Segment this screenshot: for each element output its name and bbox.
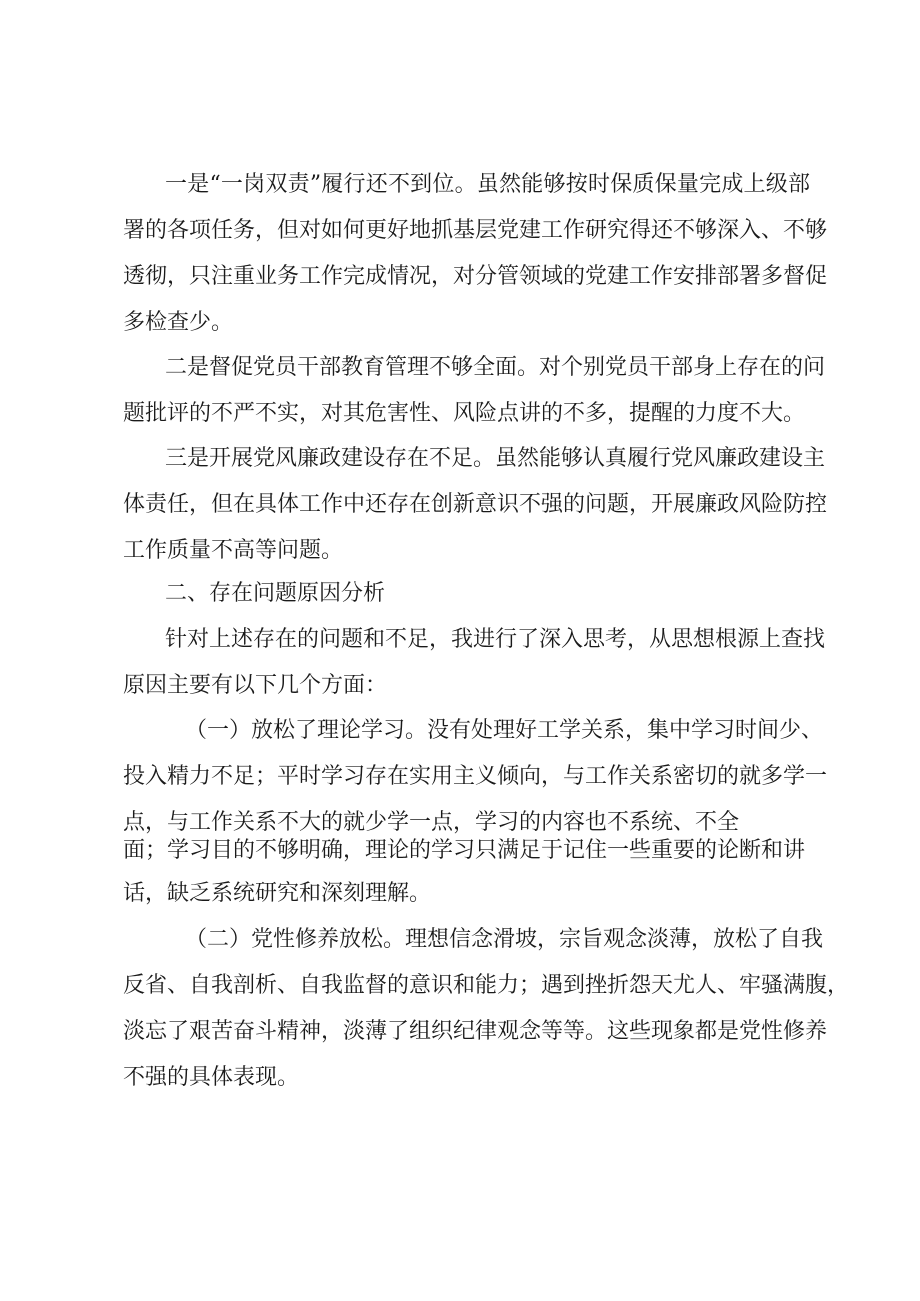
paragraph-1-line-2: 署的各项任务，但对如何更好地抓基层党建工作研究得还不够深入、不够 — [123, 218, 828, 243]
paragraph-5-line-2: 投入精力不足；平时学习存在实用主义倾向，与工作关系密切的就多学一 — [123, 764, 828, 789]
paragraph-3-line-1: 三是开展党风廉政建设存在不足。虽然能够认真履行党风廉政建设主 — [165, 446, 826, 471]
paragraph-1-line-3: 透彻，只注重业务工作完成情况，对分管领域的党建工作安排部署多督促 — [123, 264, 828, 289]
paragraph-2-line-2: 题批评的不严不实，对其危害性、风险点讲的不多，提醒的力度不大。 — [123, 401, 806, 426]
paragraph-5-line-3: 点，与工作关系不大的就少学一点，学习的内容也不系统、不全 — [123, 810, 740, 835]
paragraph-5-line-1: （一）放松了理论学习。没有处理好工学关系，集中学习时间少、 — [185, 718, 824, 743]
paragraph-5-line-5: 话，缺乏系统研究和深刻理解。 — [123, 881, 432, 906]
paragraph-1-line-4: 多检查少。 — [123, 310, 234, 335]
paragraph-6-line-1: （二）党性修养放松。理想信念滑坡，宗旨观念淡薄，放松了自我 — [185, 927, 824, 952]
paragraph-6-line-2: 反省、自我剖析、自我监督的意识和能力；遇到挫折怨天尤人、牢骚满腹， — [123, 973, 850, 998]
paragraph-2-line-1: 二是督促党员干部教育管理不够全面。对个别党员干部身上存在的问 — [165, 355, 826, 380]
paragraph-4-line-1: 针对上述存在的问题和不足，我进行了深入思考，从思想根源上查找 — [165, 627, 826, 652]
paragraph-6-line-4: 不强的具体表现。 — [123, 1065, 300, 1090]
paragraph-5-line-4: 面；学习目的不够明确，理论的学习只满足于记住一些重要的论断和讲 — [123, 838, 806, 863]
paragraph-4-line-2: 原因主要有以下几个方面： — [123, 673, 388, 698]
section-heading: 二、存在问题原因分析 — [165, 581, 386, 606]
paragraph-1-line-1: 一是“一岗双责”履行还不到位。虽然能够按时保质保量完成上级部 — [165, 172, 810, 197]
paragraph-6-line-3: 淡忘了艰苦奋斗精神，淡薄了组织纪律观念等等。这些现象都是党性修养 — [123, 1019, 828, 1044]
paragraph-3-line-3: 工作质量不高等问题。 — [123, 538, 344, 563]
paragraph-3-line-2: 体责任，但在具体工作中还存在创新意识不强的问题，开展廉政风险防控 — [123, 492, 828, 517]
